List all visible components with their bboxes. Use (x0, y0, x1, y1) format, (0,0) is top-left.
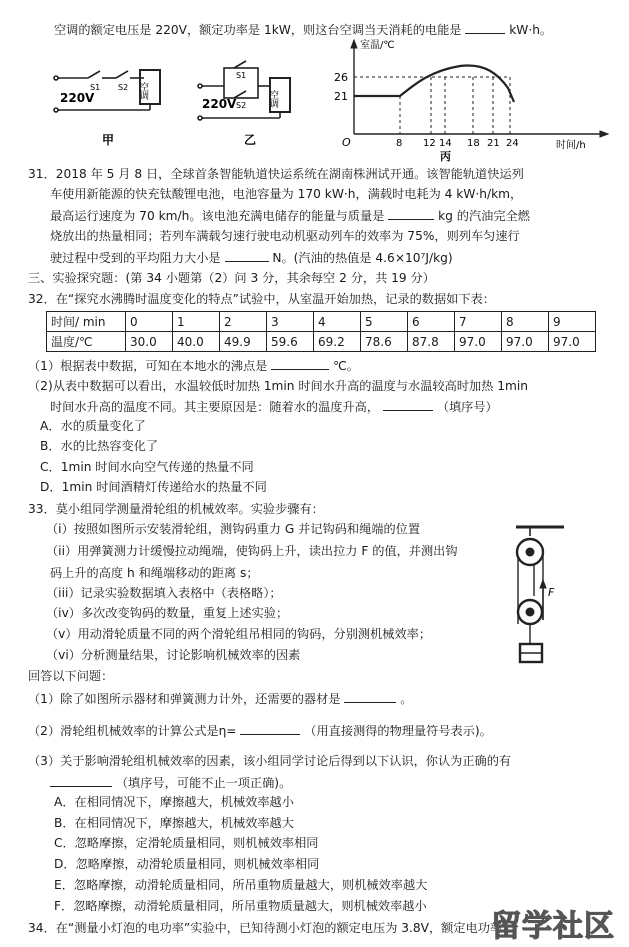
figure-caption: 丙 (440, 150, 451, 163)
q33-option-f: F．忽略摩擦，动滑轮质量相同，所吊重物质量越大，则机械效率越小 (54, 899, 427, 913)
q33-step-2a: （ii）用弹簧测力计缓慢拉动绳端，使钩码上升，读出拉力 F 的值，并测出钩 (46, 544, 458, 558)
x-tick-24: 24 (506, 138, 519, 149)
q32-part-2-line-1: （2)从表中数据可以看出，水温较低时加热 1min 时间水升高的温度与水温较高时加热 1min (28, 379, 528, 393)
table-cell: 6 (408, 312, 455, 332)
x-axis-label: 时间/h (556, 140, 586, 151)
table-cell: 97.0 (549, 332, 596, 352)
x-tick-21: 21 (487, 138, 500, 149)
q33-step-1: （i）按照如图所示安装滑轮组，测钩码重力 G 并记钩码和绳端的位置 (46, 522, 421, 536)
switch-s2-label: S2 (118, 83, 129, 92)
answer-blank[interactable] (383, 398, 433, 411)
q32-option-b: B．水的比热容变化了 (40, 439, 159, 453)
table-cell: 9 (549, 312, 596, 332)
table-row (47, 332, 596, 352)
q33-part-1: （1）除了如图所示器材和弹簧测力计外，还需要的器材是 。 (28, 692, 413, 706)
watermark-logo: 留学社区 (491, 909, 615, 944)
voltage-label: 220V (60, 91, 95, 105)
table-cell: 30.0 (126, 332, 173, 352)
q33-step-4: （iv）多次改变钩码的数量，重复上述实验； (46, 606, 289, 620)
answer-blank[interactable] (344, 690, 396, 703)
table-cell: 8 (502, 312, 549, 332)
switch-s1-label: S1 (236, 71, 247, 80)
q33-step-2b: 码上升的高度 h 和绳端移动的距离 s； (50, 566, 259, 580)
q30-last-line: 空调的额定电压是 220V，额定功率是 1kW，则这台空调当天消耗的电能是 kW·h。 (54, 23, 553, 37)
section-3-heading: 三、实验探究题：(第 34 小题第（2）问 3 分，其余每空 2 分，共 19 分） (28, 271, 435, 285)
table-cell: 5 (361, 312, 408, 332)
table-cell: 3 (267, 312, 314, 332)
q33-option-e: E．忽略摩擦，动滑轮质量相同，所吊重物质量越大，则机械效率越大 (54, 878, 428, 892)
table-cell: 87.8 (408, 332, 455, 352)
origin-label: O (342, 136, 351, 149)
q34-stem: 34．在“测量小灯泡的电功率”实验中，已知待测小灯泡的额定电压为 3.8V，额定电功率 (28, 921, 503, 935)
q33-step-3: （iii）记录实验数据填入表格中（表格略）； (46, 586, 282, 600)
q33-part-3-line-1: （3）关于影响滑轮组机械效率的因素，该小组同学讨论后得到以下认识，你认为正确的有 (28, 754, 512, 768)
answer-blank[interactable] (225, 249, 269, 262)
table-cell: 7 (455, 312, 502, 332)
q33-part-3-line-2: （填序号，可能不止一项正确)。 (50, 774, 291, 791)
table-cell: 40.0 (173, 332, 220, 352)
pulley-system-figure (510, 524, 570, 668)
q33-answer-heading: 回答以下问题： (28, 669, 114, 683)
x-tick-14: 14 (439, 138, 452, 149)
table-cell: 97.0 (502, 332, 549, 352)
table-row (47, 312, 596, 332)
table-cell: 2 (220, 312, 267, 332)
q33-option-a: A．在相同情况下，摩擦越大，机械效率越小 (54, 795, 294, 809)
q31-line-2: 车使用新能源的快充钛酸锂电池，电池容量为 170 kW·h，满载时电耗为 4 kW·h/km， (50, 187, 523, 201)
table-cell: 温度/℃ (47, 332, 126, 352)
table-cell: 1 (173, 312, 220, 332)
switch-s1-label: S1 (90, 83, 101, 92)
force-label: F (548, 586, 555, 599)
figure-caption: 甲 (102, 133, 115, 147)
ac-label: 空调 (138, 82, 148, 100)
voltage-label: 220V (202, 97, 237, 111)
switch-s2-label: S2 (236, 101, 247, 110)
q33-part-2: （2）滑轮组机械效率的计算公式是η= （用直接测得的物理量符号表示)。 (28, 724, 492, 738)
q33-option-c: C．忽略摩擦，定滑轮质量相同，则机械效率相同 (54, 836, 319, 850)
q31-line-4: 烧放出的热量相同；若列车满载匀速行驶电动机驱动列车的效率为 75%，则列车匀速行 (50, 229, 520, 243)
table-cell: 4 (314, 312, 361, 332)
table-cell: 0 (126, 312, 173, 332)
circuit-figure-jia (52, 58, 172, 148)
circuit-figure-yi (196, 58, 306, 148)
answer-blank[interactable] (50, 774, 112, 787)
y-tick-26: 26 (334, 71, 348, 84)
q33-step-6: （vi）分析测量结果，讨论影响机械效率的因素 (46, 648, 301, 662)
ac-label: 空调 (268, 90, 278, 108)
q32-part-2-line-2: 时间水升高的温度不同。其主要原因是：随着水的温度升高， （填序号） (50, 400, 498, 414)
q32-option-a: A．水的质量变化了 (40, 419, 146, 433)
q33-option-b: B．在相同情况下，摩擦越大，机械效率越大 (54, 816, 294, 830)
q33-step-5: （v）用动滑轮质量不同的两个滑轮组吊相同的钩码，分别测机械效率； (46, 627, 432, 641)
x-tick-8: 8 (396, 138, 403, 149)
y-axis-label: 室温/℃ (360, 40, 395, 51)
table-cell: 59.6 (267, 332, 314, 352)
q33-option-d: D．忽略摩擦，动滑轮质量相同，则机械效率相同 (54, 857, 320, 871)
q32-stem: 32．在“探究水沸腾时温度变化的特点”试验中，从室温开始加热，记录的数据如下表： (28, 292, 495, 306)
table-cell: 97.0 (455, 332, 502, 352)
x-tick-18: 18 (467, 138, 480, 149)
q33-stem: 33．莫小组同学测量滑轮组的机械效率。实验步骤有： (28, 502, 324, 516)
q31-line-5: 驶过程中受到的平均阻力大小是 N。(汽油的热值是 4.6×10⁷J/kg) (50, 251, 453, 265)
figure-caption: 乙 (244, 133, 257, 147)
q32-option-d: D．1min 时间酒精灯传递给水的热量不同 (40, 480, 267, 494)
x-tick-12: 12 (423, 138, 436, 149)
table-cell: 49.9 (220, 332, 267, 352)
table-cell: 78.6 (361, 332, 408, 352)
answer-blank[interactable] (465, 21, 505, 34)
q31-line-1: 31．2018 年 5 月 8 日，全球首条智能轨道快运系统在湖南株洲试开通。该智能轨道快运列 (28, 167, 524, 181)
q32-part-1: （1）根据表中数据，可知在本地水的沸点是 ℃。 (28, 359, 359, 373)
table-cell: 时间/ min (47, 312, 126, 332)
answer-blank[interactable] (271, 357, 329, 370)
answer-blank[interactable] (240, 722, 300, 735)
y-tick-21: 21 (334, 90, 348, 103)
q32-option-c: C．1min 时间水向空气传递的热量不同 (40, 460, 254, 474)
answer-blank[interactable] (388, 207, 434, 220)
temperature-graph (330, 36, 615, 164)
table-cell: 69.2 (314, 332, 361, 352)
temperature-table (46, 311, 596, 352)
q31-line-3: 最高运行速度为 70 km/h。该电池充满电储存的能量与质量是 kg 的汽油完全燃 (50, 209, 530, 223)
